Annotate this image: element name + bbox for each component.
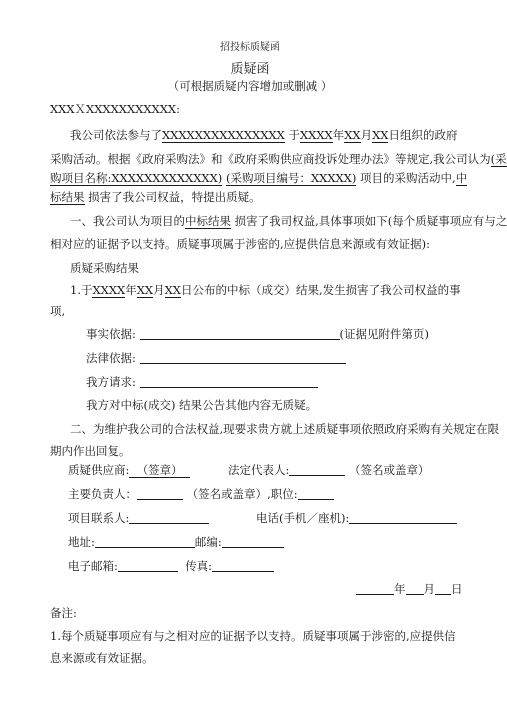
addressee: XXXＸXXXXXXXXXXX: [50,102,180,116]
manager-label: 主要负责人： [68,487,137,501]
law-field[interactable] [140,351,346,364]
manager-field[interactable] [137,487,183,500]
request-field[interactable] [140,375,318,388]
notes-line-2: 息来源或有效证据。 [50,651,154,665]
position-field[interactable] [298,487,334,500]
facts-note: (证据见附件第页) [339,327,430,341]
email-label: 电子邮箱: [68,559,118,573]
law-label: 法律依据: [86,351,136,365]
facts-row [86,326,429,342]
postcode-label: 邮编: [194,535,222,549]
intro-line-2: 采购活动。根据《政府采购法》和《政府采购供应商投诉处理办法》等规定,我公司认为(采 [50,152,507,166]
manager-row: 主要负责人： （签名或盖章）,职位: [68,486,334,502]
subtitle: （可根据质疑内容增加或删减 ） [167,79,333,93]
year-blank: XXXX [299,128,333,142]
notes-line-1: 1.每个质疑事项应有与之相对应的证据予以支持。质疑事项属于涉密的,应提供信 [50,629,456,643]
phone-label: 电话(手机／座机): [256,511,350,525]
supplier-seal-field[interactable]: （签章） [129,463,190,478]
facts-label: 事实依据: [86,327,136,341]
phone-row [256,510,457,526]
project-name-field: 购项目名称:XXXXXXXXXXXXX) [50,171,223,185]
section2-line-1: 二、为维护我公司的合法权益,现要求贵方就上述质疑事项依照政府采购有关规定在限 [70,422,500,436]
intro-line-3: 购项目名称:XXXXXXXXXXXXX) (采购项目编号：XXXXX) 项目的采购活动中,中 [50,171,468,185]
item-1-line-1: 1.于XXXX年XX月XX日公布的中标（成交）结果,发生损害了我公司权益的事 [70,283,461,297]
request-label: 我方请求: [86,375,136,389]
supplier-row [68,462,190,478]
item-1-line-2: 项, [50,304,66,318]
legal-rep-field[interactable] [289,463,345,476]
running-title: 招投标质疑函 [220,42,280,53]
page-title: 质疑函 [230,62,270,77]
facts-field[interactable] [140,327,340,340]
contact-row [68,510,209,526]
contact-field[interactable] [129,511,209,524]
contact-label: 项目联系人: [68,511,130,525]
address-field[interactable] [95,535,195,548]
legal-rep-row: 法定代表人: （签名或盖章） [228,463,430,477]
notes-heading: 备注: [50,606,77,620]
address-label: 地址: [68,535,95,549]
item-title: 质疑采购结果 [70,261,139,275]
postcode-field[interactable] [222,535,284,548]
month-blank: XX [344,128,361,142]
phone-field[interactable] [349,511,457,524]
email-row [68,558,274,574]
supplier-label: 质疑供应商: [68,463,130,477]
law-row [86,350,346,366]
section2-line-2: 期内作出回复。 [50,444,131,458]
address-row [68,534,284,550]
project-number-field: (采购项目编号：XXXXX) [225,171,357,185]
section1-line-1: 一、我公司认为项目的中标结果 损害了我司权益,具体事项如下(每个质疑事项应有与之 [70,214,507,228]
intro-line-4: 标结果 损害了我公司权益，特提出质疑。 [50,190,261,204]
fax-field[interactable] [212,559,274,572]
project-name-blank: XXXXXXXXXXXXXXX [162,128,285,142]
day-blank: XX [372,128,389,142]
date-row: 年 月 日 [356,581,463,597]
section1-line-2: 相对应的证据予以支持。质疑事项属于涉密的,应提供信息来源或有效证据): [50,237,431,251]
fax-label: 传真: [185,559,213,573]
date-month-field[interactable] [406,582,424,595]
no-objection-note: 我方对中标(成交) 结果公告其他内容无质疑。 [86,398,318,412]
intro-line-1: 我公司依法参与了XXXXXXXXXXXXXXX 于XXXX年XX月XX日组织的政府 [70,128,458,142]
date-day-field[interactable] [435,582,451,595]
request-row [86,374,318,390]
legal-rep-label: 法定代表人: [228,463,290,477]
email-field[interactable] [118,559,178,572]
date-year-field[interactable] [356,582,394,595]
